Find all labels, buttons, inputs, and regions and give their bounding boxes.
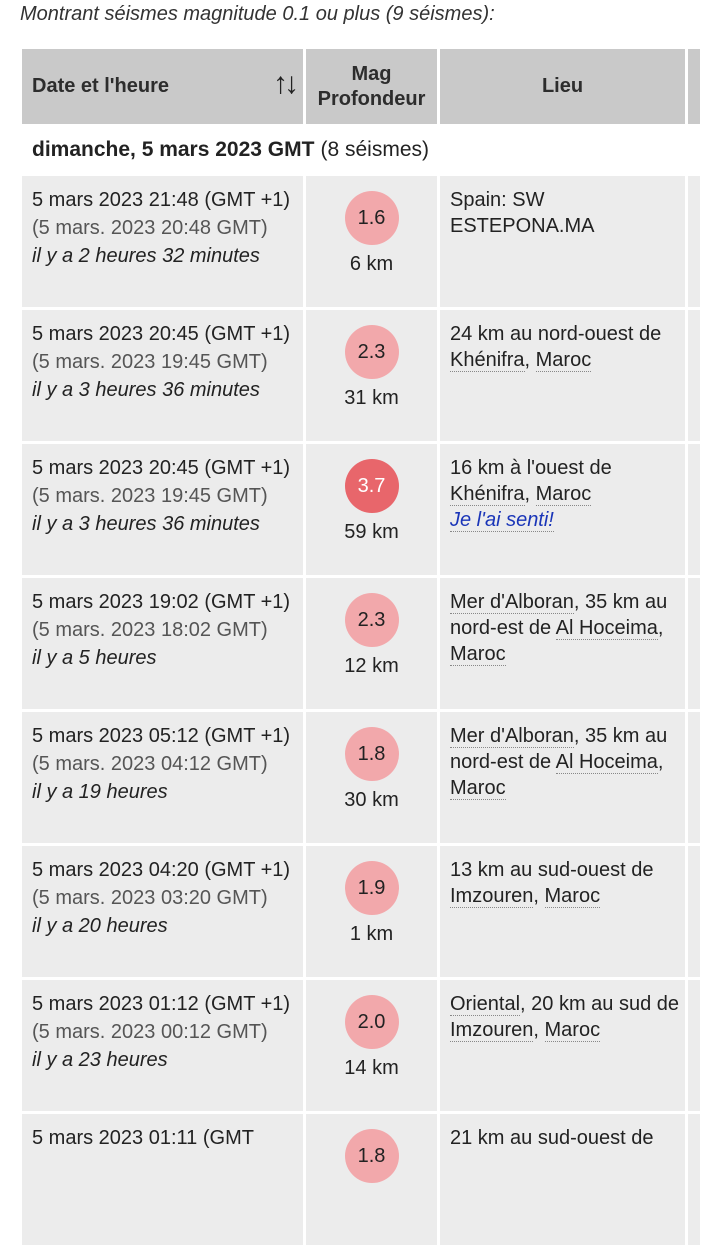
extra-cell [688, 578, 700, 709]
utc-time: (5 mars. 2023 20:48 GMT) [32, 217, 268, 239]
mag-cell [306, 578, 437, 709]
country-link[interactable]: Maroc [450, 777, 506, 799]
date-cell [22, 980, 303, 1111]
place-prefix: 21 km au sud-ouest de [450, 1127, 654, 1149]
place-separator: , [657, 617, 664, 639]
city-link[interactable]: Imzouren [450, 885, 534, 907]
time-ago: il y a 3 heures 36 minutes [32, 513, 260, 535]
time-ago: il y a 20 heures [32, 915, 168, 937]
table-header [22, 49, 700, 124]
extra-cell [688, 176, 700, 307]
group-day: dimanche, 5 mars 2023 GMT [32, 138, 315, 161]
sort-icon[interactable]: ↑↓ [273, 67, 295, 100]
country-link[interactable]: Maroc [535, 349, 592, 371]
mag-cell [306, 980, 437, 1111]
magnitude-badge: 3.7 [345, 459, 399, 513]
place-cell [440, 980, 685, 1111]
date-cell [22, 176, 303, 307]
country-link[interactable]: Maroc [544, 885, 601, 907]
header-date-column[interactable] [22, 49, 303, 124]
city-link[interactable]: Khénifra [450, 483, 525, 505]
city-link[interactable]: Imzouren [450, 1019, 534, 1041]
mag-cell [306, 444, 437, 575]
day-group-header [22, 124, 700, 176]
magnitude-badge: 1.8 [345, 1129, 399, 1183]
mag-cell [306, 176, 437, 307]
place-separator: , [524, 349, 536, 371]
mag-cell [306, 310, 437, 441]
table-row[interactable] [22, 310, 700, 441]
date-cell [22, 310, 303, 441]
city-link[interactable]: Al Hoceima [555, 751, 658, 773]
extra-cell [688, 310, 700, 441]
header-date-label: Date et l'heure [32, 75, 170, 97]
local-time: 5 mars 2023 05:12 (GMT +1) [32, 725, 291, 747]
country-link[interactable]: Maroc [535, 483, 592, 505]
place-cell [440, 176, 685, 307]
utc-time: (5 mars. 2023 19:45 GMT) [32, 351, 268, 373]
region-link[interactable]: Mer d'Alboran [450, 591, 574, 613]
utc-time: (5 mars. 2023 00:12 GMT) [32, 1021, 268, 1043]
header-place-column[interactable] [440, 49, 685, 124]
date-cell [22, 712, 303, 843]
header-place-label: Lieu [541, 75, 584, 97]
date-cell [22, 1114, 303, 1245]
results-caption: Montrant séismes magnitude 0.1 ou plus (9 séismes): [20, 3, 495, 25]
place-separator: , [533, 885, 545, 907]
magnitude-badge: 1.8 [345, 727, 399, 781]
header-extra-column [688, 49, 700, 124]
place-text: Spain: SW ESTEPONA.MA [450, 189, 595, 237]
city-link[interactable]: Khénifra [450, 349, 525, 371]
mag-cell [306, 1114, 437, 1245]
time-ago: il y a 3 heures 36 minutes [32, 379, 260, 401]
time-ago: il y a 19 heures [32, 781, 168, 803]
table-row[interactable] [22, 578, 700, 709]
header-depth-label: Profondeur [317, 87, 426, 110]
place-cell [440, 444, 685, 575]
table-row[interactable] [22, 176, 700, 307]
date-cell [22, 444, 303, 575]
depth-value: 30 km [344, 789, 399, 811]
place-cell [440, 712, 685, 843]
place-prefix: 16 km à l'ouest de [450, 457, 612, 479]
region-link[interactable]: Oriental [450, 993, 521, 1015]
city-link[interactable]: Al Hoceima [555, 617, 658, 639]
time-ago: il y a 5 heures [32, 647, 157, 669]
depth-value: 1 km [349, 923, 394, 945]
utc-time: (5 mars. 2023 18:02 GMT) [32, 619, 268, 641]
utc-time: (5 mars. 2023 03:20 GMT) [32, 887, 268, 909]
table-row[interactable] [22, 980, 700, 1111]
time-ago: il y a 2 heures 32 minutes [32, 245, 260, 267]
felt-report-link[interactable]: Je l'ai senti! [450, 509, 554, 531]
place-separator: , [533, 1019, 545, 1041]
table-row[interactable] [22, 444, 700, 575]
local-time: 5 mars 2023 04:20 (GMT +1) [32, 859, 291, 881]
extra-cell [688, 980, 700, 1111]
group-count: (8 séismes) [320, 138, 429, 161]
extra-cell [688, 1114, 700, 1245]
table-row[interactable] [22, 846, 700, 977]
country-link[interactable]: Maroc [450, 643, 506, 665]
place-middle: , 20 km au sud de [520, 993, 680, 1015]
local-time: 5 mars 2023 19:02 (GMT +1) [32, 591, 291, 613]
mag-cell [306, 846, 437, 977]
magnitude-badge: 2.3 [345, 325, 399, 379]
depth-value: 12 km [344, 655, 399, 677]
earthquake-table [22, 49, 700, 1248]
depth-value: 31 km [344, 387, 399, 409]
place-prefix: 24 km au nord-ouest de [450, 323, 662, 345]
place-cell [440, 1114, 685, 1245]
local-time: 5 mars 2023 21:48 (GMT +1) [32, 189, 291, 211]
place-cell [440, 310, 685, 441]
mag-cell [306, 712, 437, 843]
header-mag-label: Mag [351, 62, 392, 85]
place-separator: , [524, 483, 536, 505]
extra-cell [688, 444, 700, 575]
local-time: 5 mars 2023 01:11 (GMT [32, 1127, 254, 1149]
local-time: 5 mars 2023 20:45 (GMT +1) [32, 457, 291, 479]
place-separator: , [657, 751, 664, 773]
place-prefix: 13 km au sud-ouest de [450, 859, 654, 881]
date-cell [22, 846, 303, 977]
magnitude-badge: 2.0 [345, 995, 399, 1049]
table-row[interactable] [22, 712, 700, 843]
date-cell [22, 578, 303, 709]
local-time: 5 mars 2023 20:45 (GMT +1) [32, 323, 291, 345]
magnitude-badge: 2.3 [345, 593, 399, 647]
time-ago: il y a 23 heures [32, 1049, 168, 1071]
extra-cell [688, 846, 700, 977]
local-time: 5 mars 2023 01:12 (GMT +1) [32, 993, 291, 1015]
place-cell [440, 846, 685, 977]
magnitude-badge: 1.6 [345, 191, 399, 245]
depth-value: 59 km [344, 521, 399, 543]
extra-cell [688, 712, 700, 843]
country-link[interactable]: Maroc [544, 1019, 601, 1041]
table-row[interactable] [22, 1114, 700, 1245]
header-mag-column[interactable] [306, 49, 437, 124]
place-cell [440, 578, 685, 709]
region-link[interactable]: Mer d'Alboran [450, 725, 574, 747]
depth-value: 14 km [344, 1057, 399, 1079]
utc-time: (5 mars. 2023 19:45 GMT) [32, 485, 268, 507]
place-middle: , 35 km au nord-est de [450, 725, 668, 773]
depth-value: 6 km [349, 253, 394, 275]
utc-time: (5 mars. 2023 04:12 GMT) [32, 753, 268, 775]
place-middle: , 35 km au nord-est de [450, 591, 668, 639]
magnitude-badge: 1.9 [345, 861, 399, 915]
